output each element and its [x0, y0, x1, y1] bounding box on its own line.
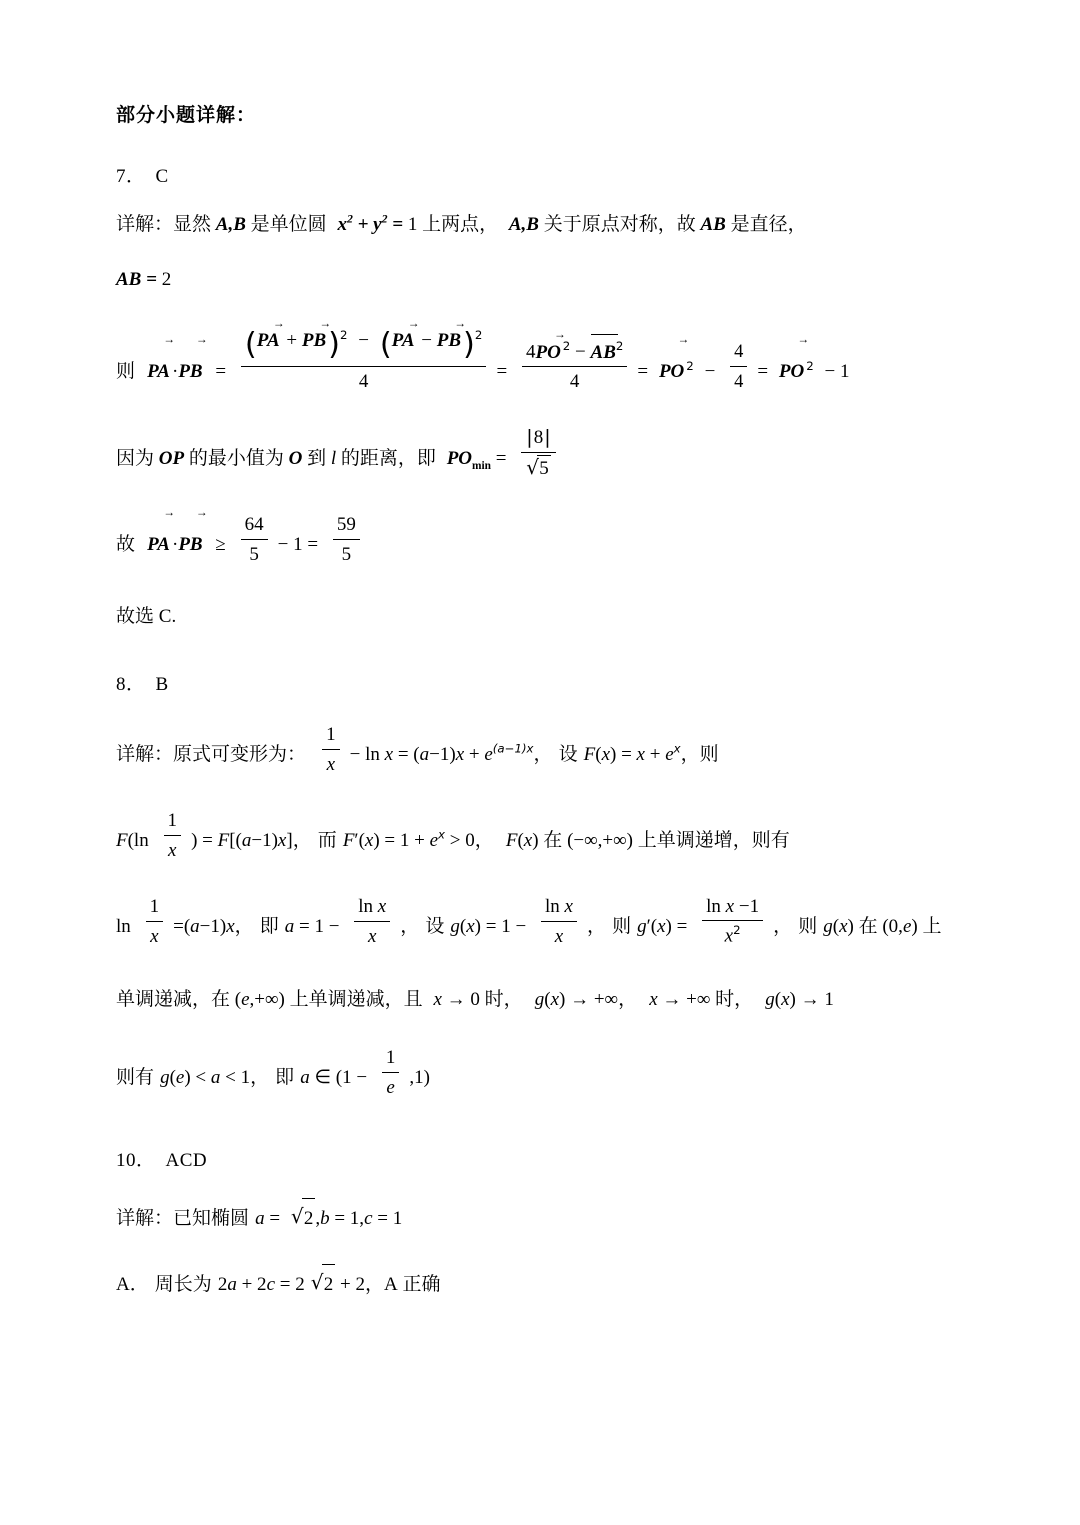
page-content — [116, 100, 986, 1330]
question-8-detail-line-3: ln $\frac{1}{x}$ =(a−1)x， 即 a = 1 − $\frac{\text{ln x}}{x}$ ， 设 g(x) = 1 − $\frac{\text{ln x}}{x}$ ， 则 g′(x) = $\frac{\text{ln x −1}}{x^2}$ ， 则 g(x) 在 (0,e) 上 — [116, 895, 942, 947]
question-8-detail-line-2: F(ln $\frac{1}{x}$ ) = F[(a−1)x]， 而 $F'(x) = 1 + e^x > 0$， F(x) 在 (−∞,+∞) 上单调递增，则有 — [116, 809, 790, 861]
question-8-detail-line-4: 单调递减，在 (e,+∞) 上单调递减，且 x → 0 时， g(x) → +∞， x → +∞ 时， g(x) → 1 — [116, 988, 834, 1011]
question-10-answer: ACD — [165, 1149, 208, 1171]
question-7-detail-line-4: 故 PA → ·PB → ≥ $\frac{64}{5}$ − 1 = $\frac{59}{5}$ — [116, 512, 986, 572]
question-8-header — [116, 669, 986, 696]
question-10-option-a: A． 周长为 2a + 2c = 2 √ 2 + 2，A 正确 — [116, 1264, 986, 1304]
question-7-answer: C — [155, 166, 169, 187]
question-7-detail-line-3: 因为 OP 的最小值为 O 到 l 的距离，即 $PO_{min}$ = |8| √ 5 — [116, 425, 986, 486]
question-7-header — [116, 161, 986, 188]
question-7-number: 7． — [116, 166, 146, 187]
question-7-conclusion: 故选 C. — [116, 605, 177, 628]
question-7-equation-main: 则 PA → ·PB → = $\frac{(PA \to + PB \to)^2 - (PA \to - PB \to)^2}{4}$ = $\frac{4PO \to ^2 - AB^2}{4}$ = PO → $^2$ − $\frac{4}{4}$ = PO → $^2$ − 1 — [116, 324, 986, 399]
question-8-number: 8． — [116, 674, 146, 696]
question-8-detail-line-5: 则有 g(e) < a < 1， 即 a ∈ (1 − $\frac{1}{e}$ ,1) — [116, 1047, 430, 1098]
question-10-header — [116, 1145, 986, 1172]
question-10-detail-line-1: 详解：已知椭圆 a = √ 2 ,b = 1,c = 1 — [116, 1198, 986, 1238]
question-7-detail-line-2: AB = 2 — [116, 269, 172, 291]
question-7-detail-line-1: 详解：显然 A,B 是单位圆 $x^2 + y^2 = 1$ 上两点， A,B 关于原点对称，故 AB 是直径， — [116, 212, 807, 235]
section-heading: 部分小题详解： — [116, 104, 257, 126]
question-8-detail-line-1: 详解：原式可变形为： $\frac{1}{x}$ − $\ln x = (a-1)x + e^{(a-1)x}$， 设 $F(x) = x + e^x$，则 — [116, 724, 719, 775]
question-10-number: 10． — [116, 1149, 156, 1171]
question-8-answer: B — [155, 674, 169, 696]
